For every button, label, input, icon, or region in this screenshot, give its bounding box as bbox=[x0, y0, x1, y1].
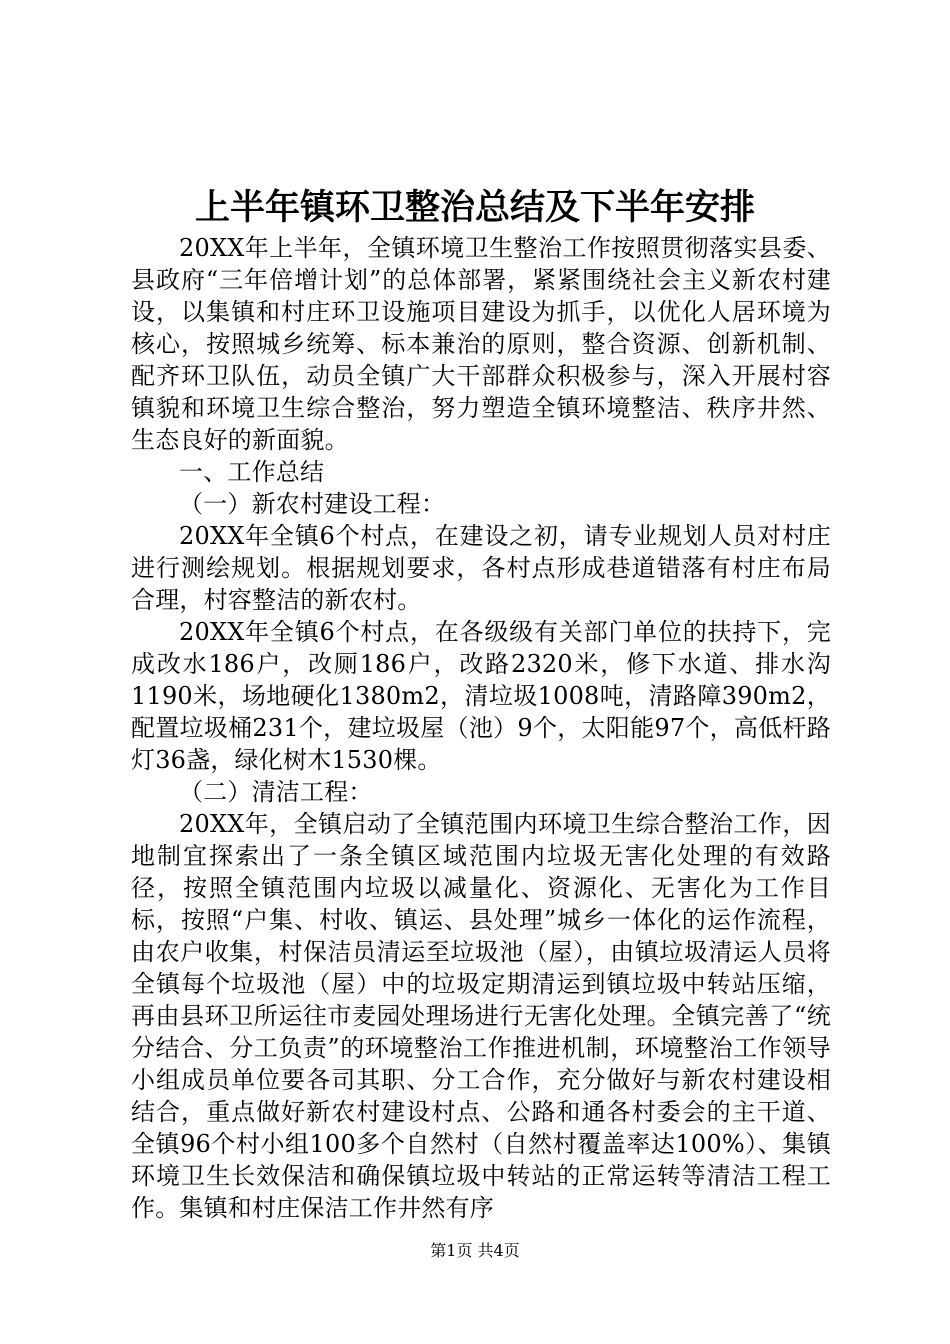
document-title: 上半年镇环卫整治总结及下半年安排 bbox=[194, 187, 755, 228]
section-heading-work-summary: 一、工作总结 bbox=[179, 458, 325, 486]
subsection-heading-cleaning: （二）清洁工程： bbox=[179, 778, 373, 806]
intro-paragraph: 20XX年上半年，全镇环境卫生整治工作按照贯彻落实县委、县政府“三年倍增计划”的总体部署，紧紧围绕社会主义新农村建设，以集镇和村庄环卫设施项目建设为抓手，以优化人居环境为核心，按照城乡统筹、标本兼治的原则，整合资源、创新机制、配齐环卫队伍，动员全镇广大干部群众积极参与，深入开展村容镇貌和环境卫生综合整治，努力塑造全镇环境整洁、秩序井然、生态良好的新面貌。 bbox=[131, 234, 831, 454]
new-countryside-paragraph-1: 20XX年全镇6个村点，在建设之初，请专业规划人员对村庄进行测绘规划。根据规划要求，各村点形成巷道错落有村庄布局合理，村容整洁的新农村。 bbox=[131, 522, 831, 614]
new-countryside-paragraph-2: 20XX年全镇6个村点，在各级级有关部门单位的扶持下，完成改水186户，改厕186户，改路2320米，修下水道、排水沟1190米，场地硬化1380m2，清垃圾1008吨，清路障390m2，配置垃圾桶231个，建垃圾屋（池）9个，太阳能97个，高低杆路灯36盏，绿化树木1530棵。 bbox=[131, 618, 831, 774]
cleaning-paragraph: 20XX年，全镇启动了全镇范围内环境卫生综合整治工作，因地制宜探索出了一条全镇区域范围内垃圾无害化处理的有效路径，按照全镇范围内垃圾以减量化、资源化、无害化为工作目标，按照“户集、村收、镇运、县处理”城乡一体化的运作流程，由农户收集，村保洁员清运至垃圾池（屋），由镇垃圾清运人员将全镇每个垃圾池（屋）中的垃圾定期清运到镇垃圾中转站压缩，再由县环卫所运往市麦园处理场进行无害化处理。全镇完善了“统分结合、分工负责”的环境整治工作推进机制，环境整治工作领导小组成员单位要各司其职、分工合作，充分做好与新农村建设相结合，重点做好新农村建设村点、公路和通各村委会的主干道、全镇96个村小组100多个自然村（自然村覆盖率达100%）、集镇环境卫生长效保洁和确保镇垃圾中转站的正常运转等清洁工程工作。集镇和村庄保洁工作井然有序 bbox=[131, 810, 831, 1222]
subsection-heading-new-countryside: （一）新农村建设工程： bbox=[179, 490, 446, 518]
document-body bbox=[131, 232, 831, 1224]
page-footer: 第1页 共4页 bbox=[430, 1241, 520, 1260]
